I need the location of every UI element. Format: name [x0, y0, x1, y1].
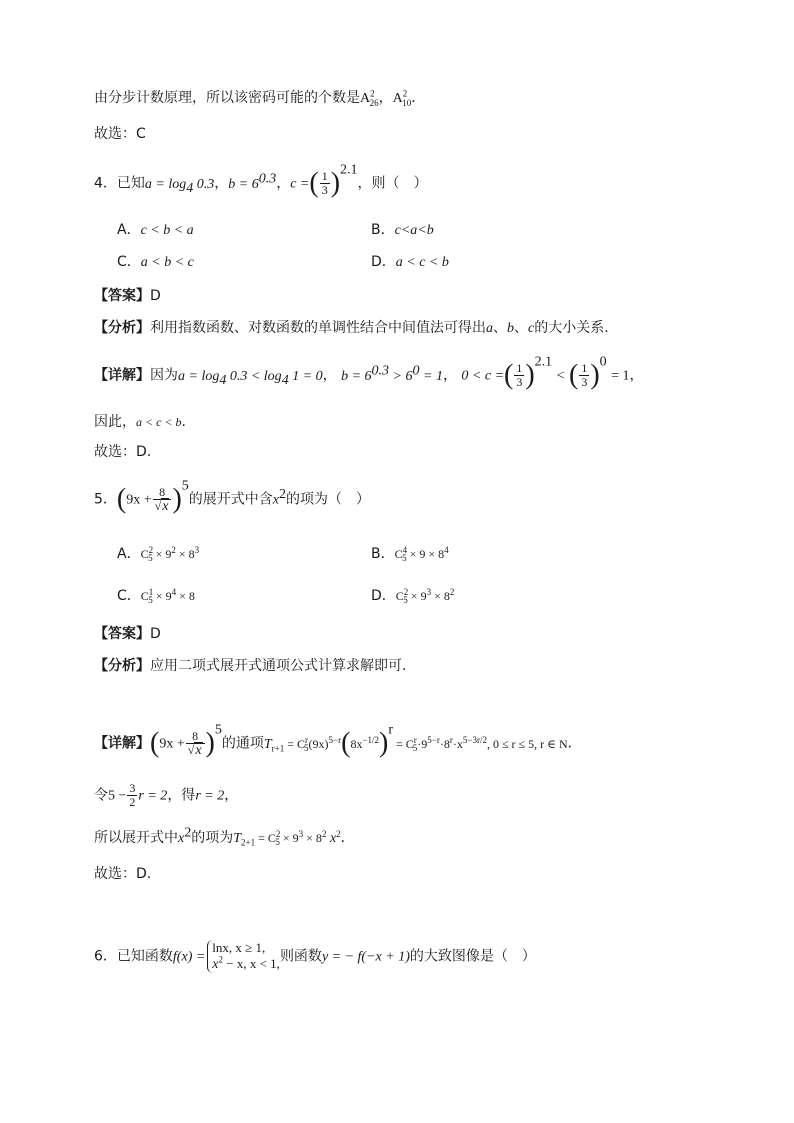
q4-option-d[interactable] — [371, 252, 449, 273]
q5-so-line — [94, 825, 355, 849]
q5-detail-rhs-9: ·9 — [417, 736, 428, 751]
q5-detail-9x: (9x) — [308, 736, 329, 751]
q4-detail-a-part1: a = log — [178, 368, 220, 384]
q5-let-line — [94, 782, 238, 809]
q3-perm-symbol-1: A — [360, 91, 371, 106]
q4-conclusion-pre: 因此， — [94, 414, 136, 430]
q4-detail-line — [94, 354, 644, 391]
q5-so-T: T — [233, 831, 242, 846]
q5-answer-line — [94, 624, 161, 644]
q5-detail-formula — [263, 734, 342, 753]
q4-detail-b-part2: > 6 — [389, 368, 413, 384]
q4-analysis-var-c: c — [528, 321, 535, 336]
q4-analysis-sep-2: 、 — [514, 320, 528, 336]
q4-detail-a — [178, 368, 323, 388]
q5-detail-8x-group — [350, 734, 380, 751]
q4-a-expr: a = log — [144, 176, 187, 192]
q4-analysis-line — [94, 318, 609, 339]
q4-analysis-sep-1: 、 — [493, 320, 507, 336]
q5-detail-C-sub: 5 — [304, 742, 309, 753]
q5-analysis-text: 应用二项式展开式通项公式计算求解即可. — [150, 658, 407, 674]
q6-case-2 — [212, 956, 280, 973]
q5-stem-frac-den-var: x — [162, 499, 169, 514]
q5-so-pre: 所以展开式中 — [94, 830, 178, 846]
q5-so-rhs-9-sup: 3 — [298, 829, 304, 839]
q5-option-b-sup2: 4 — [444, 545, 449, 555]
q5-stem-frac-den: √x — [154, 499, 169, 514]
q4-detail-tag: 【详解】 — [94, 367, 150, 384]
q5-so-rhs-x-sup: 2 — [336, 829, 341, 839]
q5-so-mid: 的项为 — [191, 830, 234, 846]
q3-perm-symbol-2: A — [392, 91, 403, 106]
q5-option-a-sub: 5 — [148, 553, 153, 564]
q4-conclusion-text: a < c < b — [136, 415, 182, 429]
q4-option-c-text: a < b < c — [140, 255, 194, 270]
q5-stem-frac-num: 8 — [153, 486, 172, 500]
q4-detail-rparen-1: ) — [525, 359, 535, 391]
q4-detail-frac-2 — [579, 362, 589, 389]
q5-detail-rparen-2: ) — [379, 727, 389, 759]
q5-detail-lparen-2: ( — [341, 727, 351, 759]
q6-case-2-var: x — [212, 957, 219, 972]
q4-detail-a-part3: 1 = 0 — [288, 368, 323, 384]
q5-detail-8x-sup: −1/2 — [362, 734, 380, 745]
q4-b-def — [228, 170, 277, 192]
q5-stem — [94, 478, 371, 515]
q4-detail-b — [341, 362, 443, 384]
q5-detail-rhs-x: ·x — [452, 736, 463, 751]
q4-detail-b-exp1: 0.3 — [371, 362, 390, 378]
q4-detail-lparen-1: ( — [504, 359, 514, 391]
q5-detail-inner: 9x + — [159, 736, 185, 752]
q3-conclusion-text: 由分步计数原理，所以该密码可能的个数是 — [94, 90, 360, 106]
q5-stem-rparen: ) — [172, 483, 182, 515]
q5-stem-fraction — [153, 486, 172, 513]
q3-end-punct: ． — [411, 90, 426, 106]
q5-analysis-line — [94, 656, 406, 676]
q5-answer-value: D — [150, 626, 161, 642]
q4-detail-b-exp2: 0 — [412, 362, 420, 378]
q5-option-a-sup: 2 — [148, 545, 154, 555]
q4-option-d-text: a < c < b — [395, 255, 449, 270]
q4-c-exponent: 2.1 — [340, 162, 358, 178]
q5-option-d-sup3: 2 — [449, 587, 455, 597]
q5-option-b-sup: 4 — [402, 545, 408, 555]
q5-detail-rparen: ) — [205, 727, 215, 759]
q4-detail-a-base1: 4 — [219, 372, 227, 388]
q4-detail-sep-2: ， — [442, 367, 457, 384]
q5-option-d-sup2: 3 — [426, 587, 432, 597]
q5-detail-rhs-9-sup: 5−r — [427, 734, 440, 745]
q5-so-var-sup: 2 — [184, 825, 192, 841]
q3-perm-sub-2: 10 — [402, 97, 412, 108]
q3-perm-sup-1: 2 — [370, 88, 375, 99]
q4-detail-frac-2-den: 3 — [581, 375, 588, 389]
q5-option-b[interactable] — [371, 544, 449, 564]
q5-stem-tail: 的项为（ ） — [286, 491, 371, 508]
q4-detail-pre: 因为 — [150, 367, 178, 384]
q5-so-rhs-9: × 9 — [279, 831, 299, 845]
q5-let-expr: 5 − — [108, 788, 127, 804]
q3-perm-sub-1: 26 — [369, 97, 379, 108]
q5-so-end: ． — [340, 830, 355, 846]
q5-stem-exponent: 5 — [181, 478, 189, 494]
q5-detail-8x: 8x — [350, 736, 363, 751]
q4-option-b[interactable] — [371, 220, 434, 241]
q6-tail: 的大致图像是（ ） — [409, 948, 536, 965]
q5-detail-exponent: 5 — [214, 722, 222, 738]
q5-option-c-sup: 1 — [148, 587, 154, 597]
q5-option-d-rest: × 9 — [407, 589, 427, 603]
q5-option-c-label: C． — [117, 588, 141, 604]
q6-case-2-sup: 2 — [218, 954, 224, 965]
q5-detail-eq: = C — [284, 736, 306, 751]
q4-stem-tail: ，则（ ） — [357, 175, 428, 192]
q5-answer-tag: 【答案】 — [94, 626, 150, 642]
q4-answer-tag: 【答案】 — [94, 288, 150, 304]
q4-analysis-end: 的大小关系. — [534, 320, 609, 336]
q6-piecewise — [207, 940, 280, 973]
q4-a-def — [144, 176, 215, 196]
q5-option-c-rest: × 9 — [152, 589, 172, 603]
q5-stem-lparen: ( — [116, 483, 127, 515]
q4-detail-rparen-2: ) — [590, 359, 600, 391]
q4-option-a-label: A． — [117, 222, 141, 238]
q5-option-c-rest2: × 8 — [176, 589, 195, 603]
q5-option-a[interactable] — [117, 544, 199, 564]
q5-detail-r-exp: r — [388, 722, 394, 738]
q4-analysis-text: 利用指数函数、对数函数的单调性结合中间值法可得出 — [150, 320, 486, 336]
q5-option-b-text — [394, 545, 449, 564]
q5-stem-var-exp: 2 — [279, 486, 287, 502]
q4-analysis-tag: 【分析】 — [94, 320, 150, 336]
q6-case-2-rest: − x, x < 1, — [223, 956, 280, 971]
q5-detail-line — [94, 722, 582, 759]
q5-option-d-rest2: × 8 — [431, 589, 450, 603]
q5-option-b-sub: 5 — [402, 553, 407, 564]
q4-option-a-text: c < b < a — [140, 223, 194, 238]
q5-detail-T-sub: r+1 — [271, 742, 285, 753]
q4-detail-lt: < — [556, 368, 565, 384]
q5-option-a-c: C — [140, 547, 149, 561]
q4-choice: 故选：D. — [94, 444, 152, 460]
q5-detail-frac-den-var: x — [195, 743, 202, 758]
q4-detail-a-part2: 0.3 < log — [226, 368, 282, 384]
q4-detail-b-part3: = 1 — [419, 368, 443, 384]
q4-answer-value: D — [150, 288, 161, 304]
q4-detail-c-end: = 1 — [611, 368, 630, 384]
q4-c-frac-num: 1 — [321, 169, 328, 183]
q5-detail-C-sup: r — [305, 734, 309, 745]
q5-let-frac-den: 2 — [129, 795, 136, 809]
q5-analysis-tag: 【分析】 — [94, 658, 150, 674]
q4-option-b-label: B． — [371, 222, 395, 238]
q4-analysis-var-a: a — [486, 321, 493, 336]
q5-detail-mid: 的通项 — [221, 735, 264, 752]
q4-detail-frac-1-den: 3 — [516, 375, 523, 389]
q5-option-d-text — [395, 587, 455, 606]
q4-sep-1: ， — [214, 175, 229, 192]
q4-option-a[interactable] — [117, 220, 194, 241]
q3-perm-sup-2: 2 — [402, 88, 408, 99]
q5-let-rest: r = 2 — [138, 788, 168, 804]
q4-detail-b-part1: b = 6 — [341, 368, 372, 384]
q4-conclusion-line — [94, 412, 186, 432]
q5-option-b-label: B． — [371, 546, 395, 562]
q5-option-a-rest: × 9 — [152, 547, 172, 561]
q5-so-T-sub: 2+1 — [241, 837, 256, 848]
q5-let-result: r = 2 — [195, 788, 225, 804]
q5-detail-fraction — [186, 730, 205, 757]
q5-so-rhs-x: x — [326, 831, 337, 846]
q4-c-lparen: ( — [309, 167, 319, 199]
q4-c-expr: c = — [290, 176, 310, 192]
q3-choice: 故选：C — [94, 126, 146, 142]
q5-detail-rhs-8: ·8 — [439, 736, 450, 751]
q4-sep-2: ， — [276, 175, 291, 192]
q5-option-a-sup3: 3 — [194, 545, 200, 555]
q5-option-a-text — [140, 545, 200, 564]
q5-detail-tag: 【详解】 — [94, 735, 150, 752]
q4-option-d-label: D． — [371, 254, 396, 270]
q5-option-a-rest2: × 8 — [175, 547, 195, 561]
q4-c-rparen: ) — [330, 167, 341, 199]
q5-option-d-sub: 5 — [403, 595, 408, 606]
q5-option-d-label: D． — [371, 588, 396, 604]
q4-detail-exp-2: 0 — [599, 354, 607, 370]
q5-so-rhs-c: = C — [255, 831, 276, 845]
q5-option-c-sub: 5 — [148, 595, 153, 606]
q5-stem-tail-pre: 的展开式中含 — [188, 491, 273, 508]
q5-stem-var: x — [272, 492, 280, 508]
q5-detail-rhs-c: = C — [393, 736, 414, 751]
q4-a-log-base: 4 — [186, 180, 194, 196]
q5-let-mid: ，得 — [167, 787, 196, 804]
q4-option-b-text: c<a<b — [394, 223, 434, 238]
q5-option-a-sup2: 2 — [171, 545, 176, 555]
q5-detail-frac-num: 8 — [186, 730, 205, 744]
q4-detail-frac-1-num: 1 — [516, 361, 523, 375]
q5-option-b-rest: × 9 × 8 — [406, 547, 445, 561]
q4-a-log-arg: 0.3 — [193, 176, 215, 192]
q5-option-c-c: C — [140, 589, 149, 603]
q5-so-c-sup: 2 — [275, 829, 281, 839]
q4-c-fraction — [320, 170, 330, 197]
q5-detail-rhs-c-sup: r — [413, 734, 417, 745]
q5-option-c-text — [140, 587, 195, 606]
q5-option-d-sup: 2 — [403, 587, 409, 597]
q4-stem — [94, 162, 428, 199]
q4-detail-sep-3: ， — [629, 367, 644, 384]
q4-b-expr: b = 6 — [228, 176, 259, 192]
q4-conclusion-end: . — [181, 414, 186, 430]
q5-let-end: ， — [224, 787, 239, 804]
q5-detail-rhs-8-sup: r — [449, 734, 453, 745]
q4-option-c[interactable] — [117, 252, 194, 273]
q6-number: 6．已知函数 — [94, 948, 173, 965]
q5-let-pre: 令 — [94, 787, 108, 804]
q4-analysis-var-b: b — [507, 321, 514, 336]
q5-let-frac-num: 3 — [129, 781, 136, 795]
q5-option-d-c: C — [395, 589, 404, 603]
q5-so-c-sub: 5 — [275, 837, 280, 848]
q5-option-c-sup2: 4 — [171, 587, 177, 597]
q5-detail-lparen: ( — [150, 727, 160, 759]
q5-option-d[interactable] — [371, 586, 454, 606]
q5-so-var: x — [178, 831, 185, 846]
q6-stem — [94, 940, 536, 973]
q4-detail-a-base2: 4 — [281, 372, 289, 388]
q5-detail-end: ． — [567, 735, 582, 752]
q6-case-1: lnx, x ≥ 1, — [212, 940, 266, 955]
q3-conclusion-line — [94, 88, 425, 109]
q5-option-b-c: C — [394, 547, 403, 561]
q4-answer-line — [94, 286, 161, 306]
q4-detail-c-part1: 0 < c = — [461, 368, 505, 384]
q5-option-c[interactable] — [117, 586, 195, 606]
q5-detail-T: T — [263, 736, 272, 752]
q5-so-formula — [233, 829, 341, 848]
q4-b-exponent: 0.3 — [258, 170, 277, 186]
q6-g: y = − f(−x + 1) — [321, 949, 410, 965]
q5-detail-9x-sup: 5−r — [328, 734, 342, 745]
q5-number: 5． — [94, 491, 117, 508]
q4-detail-frac-1 — [514, 362, 524, 389]
q5-detail-frac-den: √x — [187, 743, 202, 758]
q5-option-a-label: A． — [117, 546, 141, 562]
q5-so-rhs-8: × 8 — [303, 831, 322, 845]
q5-choice: 故选：D. — [94, 866, 152, 882]
q4-detail-sep-1: ， — [322, 367, 337, 384]
q4-c-frac-den: 3 — [321, 183, 328, 197]
q6-fx: f(x) = — [172, 949, 206, 965]
q5-detail-cond: , 0 ≤ r ≤ 5, r ∈ N — [486, 736, 568, 751]
q5-stem-inner: 9x + — [126, 492, 152, 508]
q4-option-c-label: C． — [117, 254, 141, 270]
q5-so-rhs-8-sup: 2 — [321, 829, 327, 839]
q5-detail-rhs — [393, 734, 568, 753]
q5-let-fraction — [127, 782, 137, 809]
q3-formula — [360, 88, 412, 108]
q4-number: 4．已知 — [94, 175, 145, 192]
q4-detail-lparen-2: ( — [568, 359, 579, 391]
q6-mid: 则函数 — [279, 948, 322, 965]
q5-detail-rhs-c-sub: 5 — [412, 742, 418, 753]
q3-perm-separator: ， — [378, 91, 393, 106]
q4-detail-frac-2-num: 1 — [581, 361, 588, 375]
q4-detail-exp-1: 2.1 — [534, 354, 553, 370]
q5-detail-rhs-x-sup: 5−3r/2 — [462, 734, 487, 745]
